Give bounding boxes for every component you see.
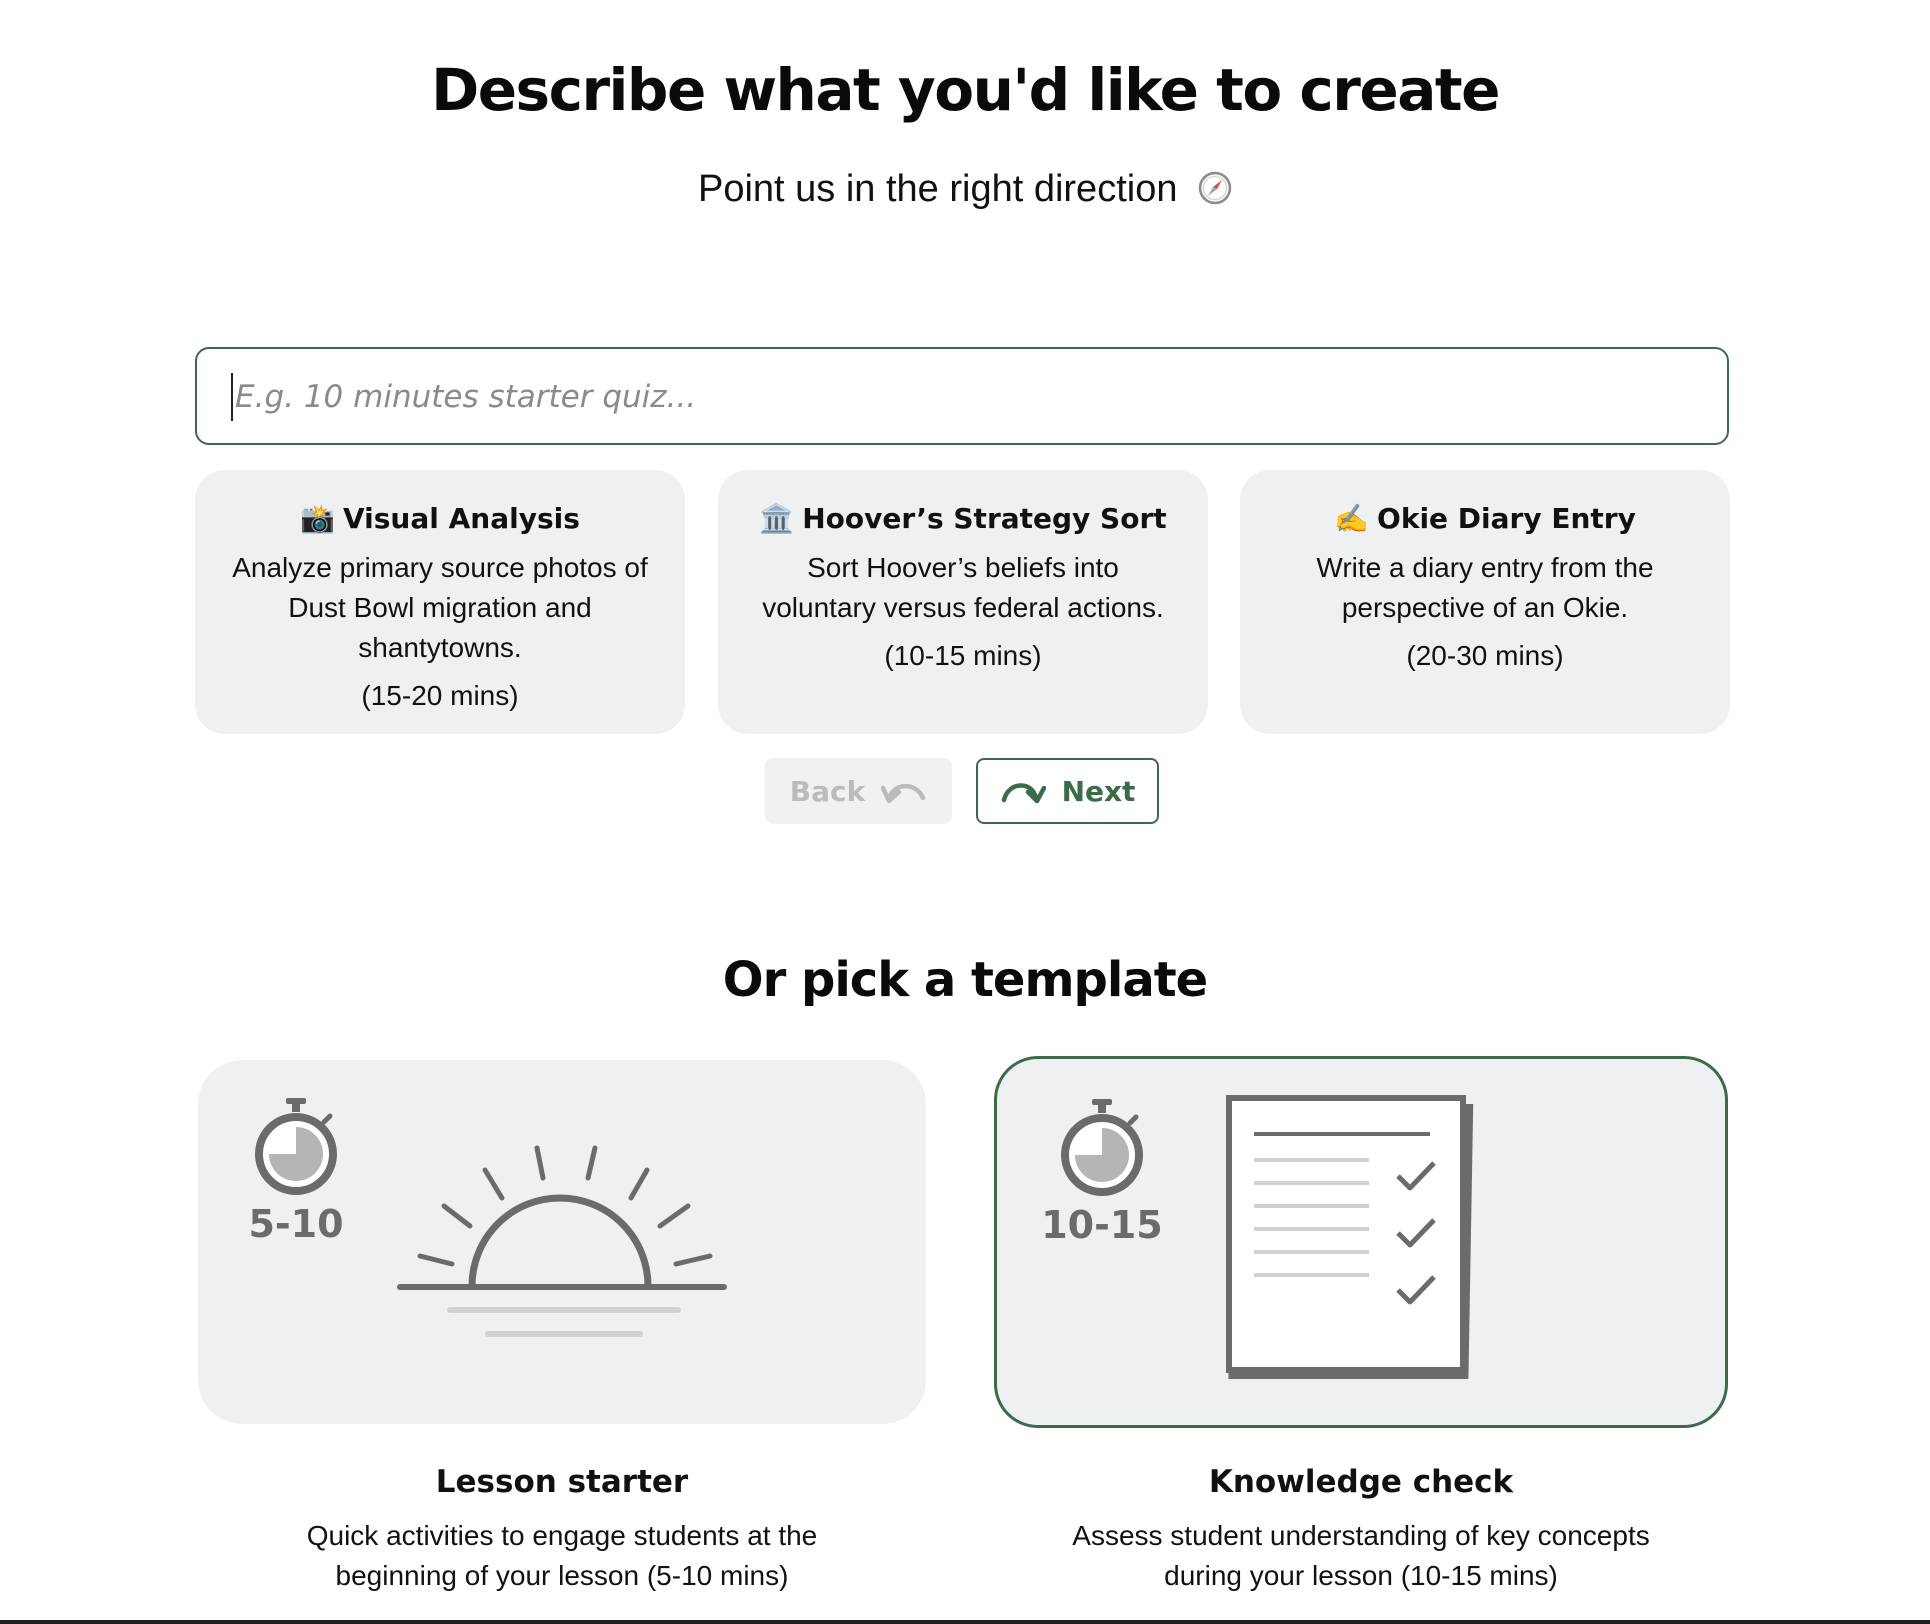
undo-arrow-icon: [881, 776, 927, 806]
next-button-label: Next: [1061, 774, 1136, 808]
prompt-input[interactable]: [231, 373, 1695, 421]
suggestion-duration: (15-20 mins): [361, 680, 519, 711]
suggestion-title: [718, 496, 1208, 542]
classical-building-icon: 🏛️: [759, 502, 795, 535]
camera-flash-icon: 📸: [300, 502, 335, 535]
sunrise-icon: [400, 1148, 724, 1334]
writing-hand-icon: ✍️: [1334, 502, 1370, 535]
prompt-field[interactable]: [195, 347, 1729, 445]
bottom-divider: [0, 1620, 1930, 1624]
suggestion-card-visual-analysis[interactable]: [195, 470, 685, 734]
back-button[interactable]: [765, 758, 952, 824]
template-card-lesson-starter[interactable]: [198, 1060, 926, 1424]
next-button[interactable]: [976, 758, 1159, 824]
template-label-knowledge-check: Knowledge check: [1208, 1464, 1514, 1500]
suggestion-title-text: Okie Diary Entry: [1377, 502, 1636, 535]
template-duration-badge: 5-10: [248, 1202, 344, 1246]
suggestion-title: [1240, 496, 1730, 542]
suggestion-title-text: Visual Analysis: [342, 502, 580, 535]
template-card-knowledge-check[interactable]: [994, 1056, 1728, 1428]
suggestion-title: [195, 496, 685, 542]
subtitle-text: Point us in the right direction: [697, 168, 1178, 210]
back-button-label: Back: [789, 774, 866, 808]
suggestion-description: Sort Hoover’s beliefs into voluntary versus federal actions.: [762, 552, 1164, 623]
page-title: Describe what you'd like to create: [431, 56, 1499, 124]
checklist-icon: [1228, 1098, 1473, 1379]
suggestion-description: Write a diary entry from the perspective of an Okie.: [1316, 552, 1654, 623]
stopwatch-icon: [1065, 1099, 1139, 1192]
knowledge-check-illustration: [997, 1059, 1725, 1425]
template-description-knowledge-check: Assess student understanding of key concepts during your lesson (10-15 mins): [1072, 1520, 1650, 1591]
suggestion-card-okie-diary-entry[interactable]: [1240, 470, 1730, 734]
template-label-lesson-starter: Lesson starter: [435, 1464, 689, 1500]
suggestion-card-hoover-strategy-sort[interactable]: [718, 470, 1208, 734]
stopwatch-icon: [259, 1098, 333, 1191]
suggestion-duration: (20-30 mins): [1406, 640, 1564, 671]
suggestion-title-text: Hoover’s Strategy Sort: [802, 502, 1167, 535]
suggestion-duration: (10-15 mins): [884, 640, 1042, 671]
compass-icon: [1198, 171, 1232, 205]
suggestion-description: Analyze primary source photos of Dust Bowl migration and shantytowns.: [232, 552, 648, 663]
template-section-title: Or pick a template: [722, 952, 1208, 1008]
lesson-starter-illustration: [198, 1060, 926, 1424]
template-duration-badge: 10-15: [1041, 1203, 1163, 1247]
page-subtitle: [0, 168, 1930, 211]
template-description-lesson-starter: Quick activities to engage students at the beginning of your lesson (5-10 mins): [306, 1520, 818, 1591]
redo-arrow-icon: [1000, 776, 1046, 806]
